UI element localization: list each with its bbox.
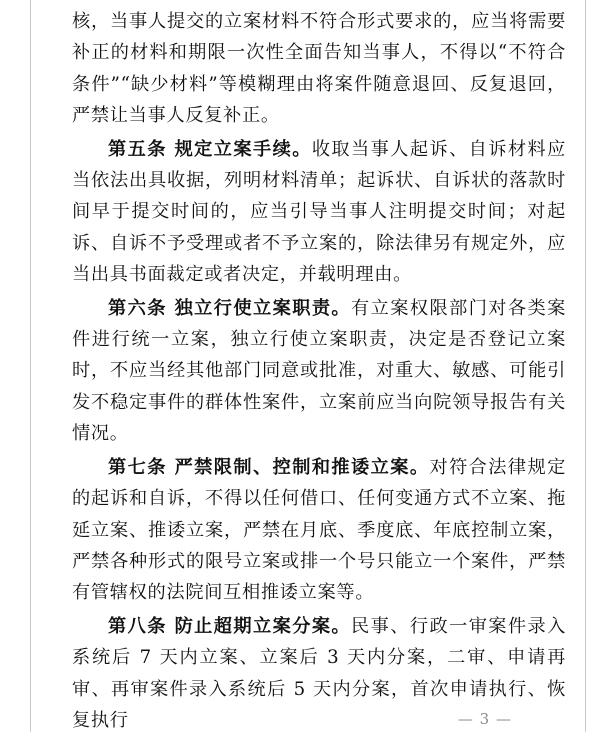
continuation-text: 核，当事人提交的立案材料不符合形式要求的，应当将需要补正的材料和期限一次性全面告知当事人，不得以“不符合条件”“缺少材料”等模糊理由将案件随意退回、反复退回，严禁让当事人反复补正。 [72, 11, 566, 127]
page-number: — 3 — [457, 710, 512, 728]
document-body [72, 6, 566, 736]
article-7-paragraph [72, 452, 566, 609]
article-6-body: 有立案权限部门对各类案件进行统一立案，独立行使立案职责，决定是否登记立案时，不应当经其他部门同意或批准，对重大、敏感、可能引发不稳定事件的群体性案件，立案前应当向院领导报告有关情况。 [72, 297, 567, 445]
article-5-title: 第五条 规定立案手续。 [108, 138, 312, 160]
page-left-border [30, 0, 31, 732]
article-7-title: 第七条 严禁限制、控制和推诿立案。 [108, 456, 430, 478]
article-6-title: 第六条 独立行使立案职责。 [108, 297, 352, 319]
article-5-body: 收取当事人起诉、自诉材料应当依法出具收据，列明材料清单；起诉状、自诉状的落款时间早于提交时间的，应当引导当事人注明提交时间；对起诉、自诉不予受理或者不予立案的，除法律另有规定外，应当出具书面裁定或者决定，并载明理由。 [72, 138, 566, 286]
article-7-body: 对符合法律规定的起诉和自诉，不得以任何借口、任何变通方式不立案、拖延立案、推诿立案，严禁在月底、季度底、年底控制立案，严禁各种形式的限号立案或排一个号只能立一个案件，严禁有管辖权的法院间互相推诿立案等。 [72, 456, 566, 604]
continuation-paragraph [72, 6, 566, 132]
article-5-paragraph [72, 134, 566, 291]
article-8-body: 民事、行政一审案件录入系统后 7 天内立案、立案后 3 天内分案，二审、申请再审、再审案件录入系统后 5 天内分案，首次申请执行、恢复执行 [72, 615, 567, 731]
article-6-paragraph [72, 293, 566, 450]
page-right-border [585, 0, 586, 732]
article-8-title: 第八条 防止超期立案分案。 [108, 615, 352, 637]
